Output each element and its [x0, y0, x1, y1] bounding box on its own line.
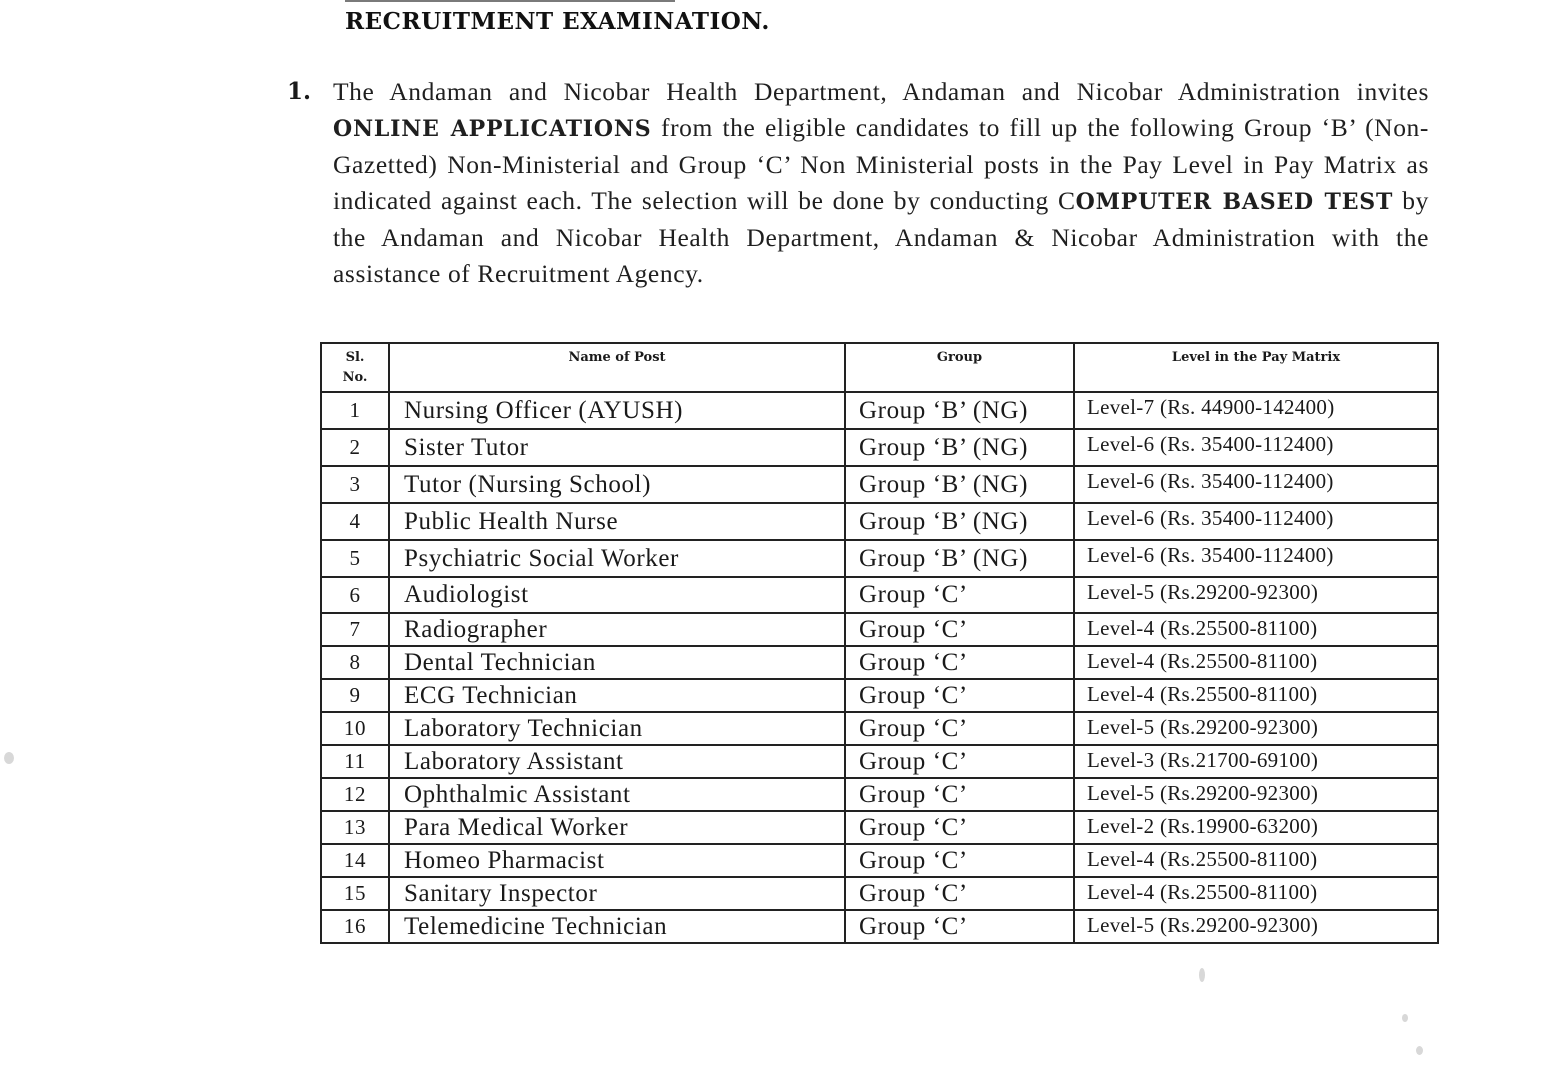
row-sl-no: 16: [321, 910, 389, 943]
row-sl-no: 6: [321, 577, 389, 613]
row-group: Group ‘C’: [845, 577, 1074, 613]
table-row: [321, 910, 1438, 943]
row-group: Group ‘B’ (NG): [845, 503, 1074, 540]
row-post-name: Laboratory Assistant: [389, 745, 845, 778]
scan-speck: [1402, 1014, 1408, 1022]
paragraph-bold-2: OMPUTER BASED TEST: [1075, 189, 1394, 215]
row-post-name: Sanitary Inspector: [389, 877, 845, 910]
row-group: Group ‘B’ (NG): [845, 540, 1074, 577]
table-row: [321, 613, 1438, 646]
row-post-name: Tutor (Nursing School): [389, 466, 845, 503]
row-sl-no: 1: [321, 392, 389, 429]
row-post-name: Laboratory Technician: [389, 712, 845, 745]
row-pay-level: Level-3 (Rs.21700-69100): [1074, 745, 1438, 778]
row-group: Group ‘B’ (NG): [845, 466, 1074, 503]
paragraph-text-3: by the Andaman and Nicobar Health Department, Andaman & Nicobar Administration with the assistance of Recruitment Agency.: [333, 186, 1429, 288]
row-sl-no: 7: [321, 613, 389, 646]
row-group: Group ‘B’ (NG): [845, 392, 1074, 429]
table-row: [321, 646, 1438, 679]
row-group: Group ‘C’: [845, 712, 1074, 745]
row-post-name: Ophthalmic Assistant: [389, 778, 845, 811]
row-pay-level: Level-4 (Rs.25500-81100): [1074, 646, 1438, 679]
row-post-name: ECG Technician: [389, 679, 845, 712]
row-pay-level: Level-7 (Rs. 44900-142400): [1074, 392, 1438, 429]
row-sl-no: 13: [321, 811, 389, 844]
cut-off-heading-line: [345, 0, 675, 2]
table-row: [321, 844, 1438, 877]
row-pay-level: Level-5 (Rs.29200-92300): [1074, 910, 1438, 943]
row-pay-level: Level-6 (Rs. 35400-112400): [1074, 466, 1438, 503]
row-group: Group ‘C’: [845, 778, 1074, 811]
row-sl-no: 12: [321, 778, 389, 811]
row-post-name: Nursing Officer (AYUSH): [389, 392, 845, 429]
row-group: Group ‘C’: [845, 646, 1074, 679]
header-group: Group: [845, 343, 1074, 392]
paragraph-text-2: from the eligible candidates to fill up the following Group ‘B’ (Non-Gazetted) Non-Ministerial and Group ‘C’ Non Ministerial posts in the Pay Level in Pay Matrix as indicated against each. The selection will be done by conducting C: [333, 113, 1429, 215]
row-sl-no: 15: [321, 877, 389, 910]
row-sl-no: 3: [321, 466, 389, 503]
scan-speck: [1416, 1046, 1423, 1055]
row-group: Group ‘C’: [845, 613, 1074, 646]
row-sl-no: 10: [321, 712, 389, 745]
header-post: Name of Post: [389, 343, 845, 392]
row-sl-no: 14: [321, 844, 389, 877]
section-heading: RECRUITMENT EXAMINATION.: [345, 8, 770, 35]
row-post-name: Homeo Pharmacist: [389, 844, 845, 877]
row-post-name: Telemedicine Technician: [389, 910, 845, 943]
paragraph-text-1: The Andaman and Nicobar Health Department, Andaman and Nicobar Administration invites: [333, 77, 1429, 106]
table-row: [321, 429, 1438, 466]
row-post-name: Para Medical Worker: [389, 811, 845, 844]
row-sl-no: 5: [321, 540, 389, 577]
table-row: [321, 466, 1438, 503]
posts-table: [320, 342, 1439, 944]
row-pay-level: Level-6 (Rs. 35400-112400): [1074, 429, 1438, 466]
row-sl-no: 8: [321, 646, 389, 679]
paragraph-bold-1: ONLINE APPLICATIONS: [333, 116, 652, 142]
row-post-name: Psychiatric Social Worker: [389, 540, 845, 577]
intro-paragraph: [333, 74, 1429, 292]
table-row: [321, 392, 1438, 429]
row-pay-level: Level-4 (Rs.25500-81100): [1074, 844, 1438, 877]
table-row: [321, 778, 1438, 811]
row-pay-level: Level-6 (Rs. 35400-112400): [1074, 503, 1438, 540]
row-group: Group ‘B’ (NG): [845, 429, 1074, 466]
row-group: Group ‘C’: [845, 745, 1074, 778]
row-pay-level: Level-5 (Rs.29200-92300): [1074, 778, 1438, 811]
row-sl-no: 9: [321, 679, 389, 712]
row-group: Group ‘C’: [845, 811, 1074, 844]
table-row: [321, 577, 1438, 613]
row-pay-level: Level-4 (Rs.25500-81100): [1074, 877, 1438, 910]
row-pay-level: Level-5 (Rs.29200-92300): [1074, 577, 1438, 613]
row-pay-level: Level-4 (Rs.25500-81100): [1074, 613, 1438, 646]
table-row: [321, 540, 1438, 577]
row-pay-level: Level-5 (Rs.29200-92300): [1074, 712, 1438, 745]
row-group: Group ‘C’: [845, 844, 1074, 877]
table-header-row: [321, 343, 1438, 392]
table-row: [321, 745, 1438, 778]
row-post-name: Radiographer: [389, 613, 845, 646]
row-post-name: Dental Technician: [389, 646, 845, 679]
row-sl-no: 2: [321, 429, 389, 466]
row-pay-level: Level-4 (Rs.25500-81100): [1074, 679, 1438, 712]
header-level: Level in the Pay Matrix: [1074, 343, 1438, 392]
table-row: [321, 811, 1438, 844]
paragraph-number: 1.: [287, 78, 312, 105]
table-row: [321, 503, 1438, 540]
row-post-name: Public Health Nurse: [389, 503, 845, 540]
row-post-name: Sister Tutor: [389, 429, 845, 466]
row-sl-no: 4: [321, 503, 389, 540]
row-sl-no: 11: [321, 745, 389, 778]
scan-speck: [1199, 968, 1205, 982]
row-pay-level: Level-2 (Rs.19900-63200): [1074, 811, 1438, 844]
scan-speck: [4, 752, 14, 764]
row-group: Group ‘C’: [845, 679, 1074, 712]
header-sl-no: Sl. No.: [321, 343, 389, 392]
row-group: Group ‘C’: [845, 910, 1074, 943]
table-row: [321, 877, 1438, 910]
row-pay-level: Level-6 (Rs. 35400-112400): [1074, 540, 1438, 577]
table-row: [321, 712, 1438, 745]
row-post-name: Audiologist: [389, 577, 845, 613]
table-row: [321, 679, 1438, 712]
row-group: Group ‘C’: [845, 877, 1074, 910]
